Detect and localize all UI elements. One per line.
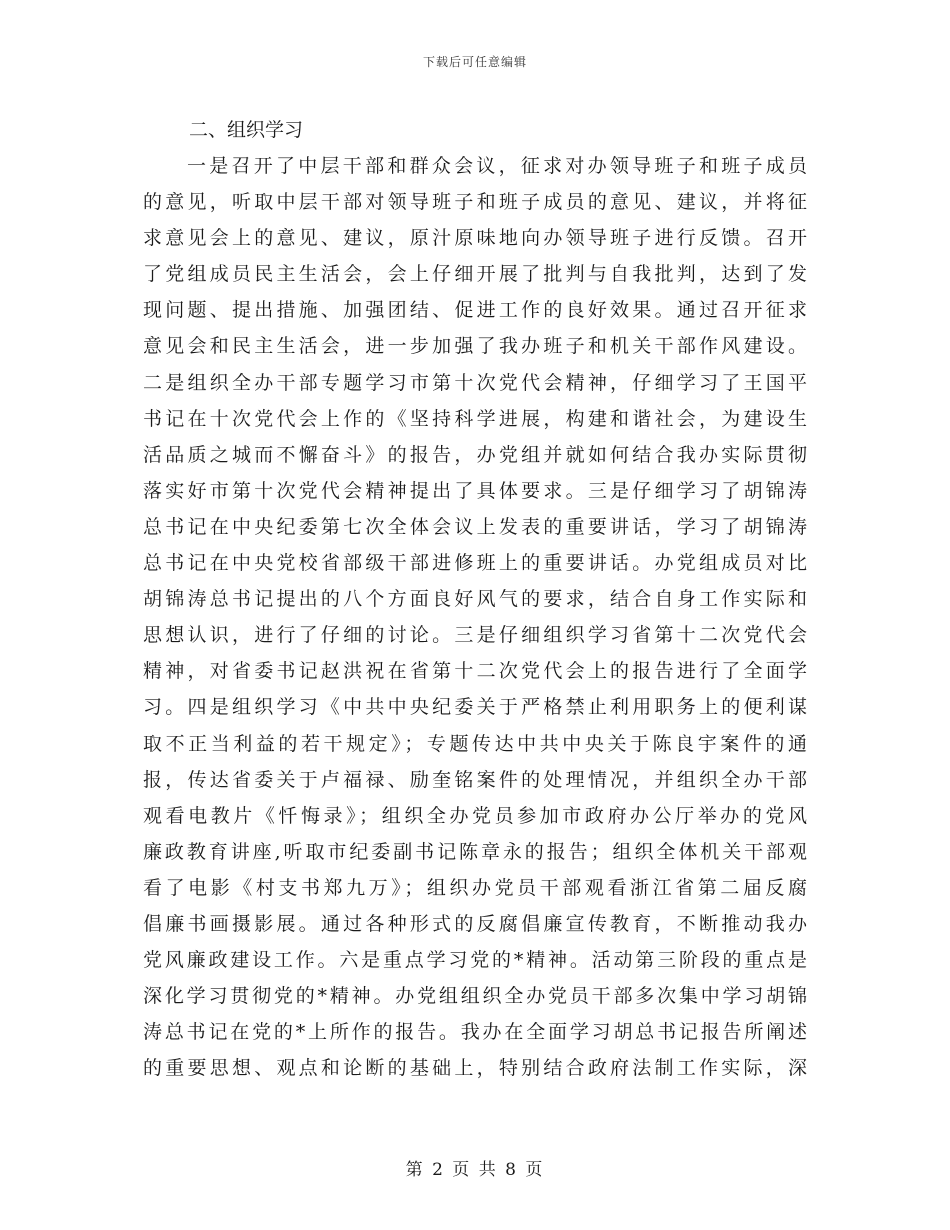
text-line: 党风廉政建设工作。六是重点学习党的*精神。活动第三阶段的重点是 — [143, 949, 807, 972]
text-line: 总书记在中央纪委第七次全体会议上发表的重要讲话，学习了胡锦涛 — [143, 515, 807, 538]
text-line: 了党组成员民主生活会，会上仔细开展了批判与自我批判，达到了发 — [143, 263, 807, 286]
text-line: 落实好市第十次党代会精神提出了具体要求。三是仔细学习了胡锦涛 — [143, 479, 807, 502]
text-line: 活品质之城而不懈奋斗》的报告，办党组并就如何结合我办实际贯彻 — [143, 443, 807, 466]
text-line: 思想认识，进行了仔细的讨论。三是仔细组织学习省第十二次党代会 — [143, 624, 807, 647]
text-line: 求意见会上的意见、建议，原汁原味地向办领导班子进行反馈。召开 — [143, 227, 807, 250]
text-line: 涛总书记在党的*上所作的报告。我办在全面学习胡总书记报告所阐述 — [143, 1021, 807, 1044]
document-body — [143, 112, 807, 1086]
text-line: 书记在十次党代会上作的《坚持科学进展，构建和谐社会，为建设生 — [143, 407, 807, 430]
text-line: 深化学习贯彻党的*精神。办党组组织全办党员干部多次集中学习胡锦 — [143, 985, 807, 1008]
text-line: 的重要思想、观点和论断的基础上，特别结合政府法制工作实际，深 — [143, 1057, 807, 1080]
text-line: 倡廉书画摄影展。通过各种形式的反腐倡廉宣传教育，不断推动我办 — [143, 912, 807, 935]
text-line: 观看电教片《忏悔录》；组织全办党员参加市政府办公厅举办的党风 — [143, 804, 807, 827]
text-line: 的意见，听取中层干部对领导班子和班子成员的意见、建议，并将征 — [143, 191, 807, 214]
text-line: 胡锦涛总书记提出的八个方面良好风气的要求，结合自身工作实际和 — [143, 588, 807, 611]
text-line: 意见会和民主生活会，进一步加强了我办班子和机关干部作风建设。 — [143, 335, 807, 358]
text-line: 取不正当利益的若干规定》；专题传达中共中央关于陈良宇案件的通 — [143, 732, 807, 755]
text-line: 习。四是组织学习《中共中央纪委关于严格禁止利用职务上的便利谋 — [143, 696, 807, 719]
page-number: 第 2 页 共 8 页 — [405, 1160, 545, 1180]
text-line: 精神，对省委书记赵洪祝在省第十二次党代会上的报告进行了全面学 — [143, 660, 807, 683]
section-title: 二、组织学习 — [189, 119, 304, 141]
text-line: 看了电影《村支书郑九万》；组织办党员干部观看浙江省第二届反腐 — [143, 876, 807, 899]
text-line: 廉政教育讲座,听取市纪委副书记陈章永的报告；组织全体机关干部观 — [143, 840, 807, 863]
text-line: 二是组织全办干部专题学习市第十次党代会精神，仔细学习了王国平 — [143, 371, 807, 394]
paragraph — [143, 148, 807, 1086]
text-line: 一是召开了中层干部和群众会议，征求对办领导班子和班子成员 — [187, 155, 807, 177]
text-line: 报，传达省委关于卢福禄、励奎铭案件的处理情况，并组织全办干部 — [143, 768, 807, 791]
text-line: 总书记在中央党校省部级干部进修班上的重要讲话。办党组成员对比 — [143, 552, 807, 575]
text-line: 现问题、提出措施、加强团结、促进工作的良好效果。通过召开征求 — [143, 299, 807, 322]
page-header: 下载后可任意编辑 — [422, 55, 527, 69]
